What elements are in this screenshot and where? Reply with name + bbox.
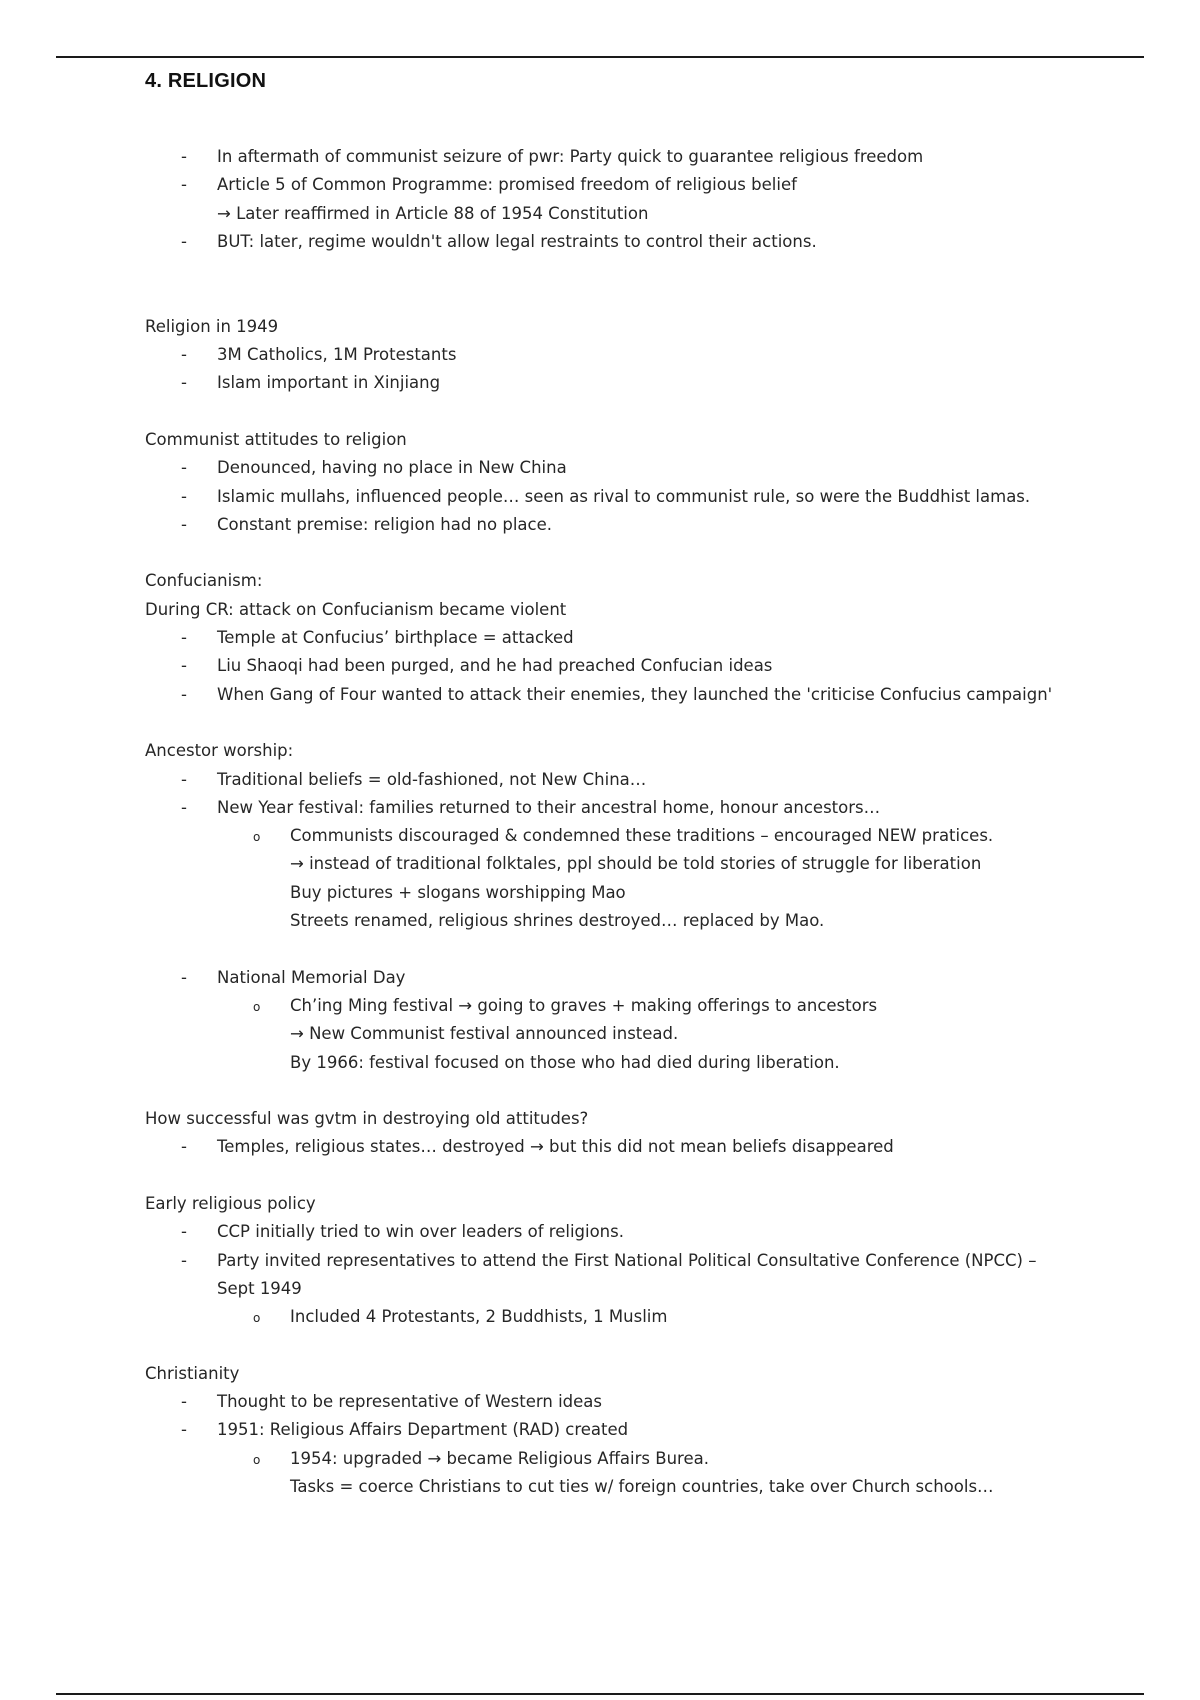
section-subheading: During CR: attack on Confucianism became violent [145, 599, 567, 619]
list-item: - Temples, religious states… destroyed → but this did not mean beliefs disappeared [145, 1133, 1145, 1161]
list-item: - Traditional beliefs = old-fashioned, not New China… [145, 766, 1145, 794]
bottom-rule [56, 1693, 1144, 1695]
document-body [145, 143, 1145, 1501]
sub-list-continuation: → instead of traditional folktales, ppl should be told stories of struggle for liberation [290, 854, 982, 874]
section-heading: Early religious policy [145, 1193, 316, 1213]
list-item: - Party invited representatives to attend the First National Political Consultative Conference (NPCC) – [145, 1247, 1145, 1275]
section-heading: Ancestor worship: [145, 741, 294, 761]
list-item: - Denounced, having no place in New China [145, 454, 1145, 482]
section-heading: How successful was gvtm in destroying old attitudes? [145, 1109, 589, 1129]
list-item: - CCP initially tried to win over leaders of religions. [145, 1218, 1145, 1246]
list-item: - Liu Shaoqi had been purged, and he had preached Confucian ideas [145, 652, 1145, 680]
sub-list-item: o Included 4 Protestants, 2 Buddhists, 1 Muslim [145, 1303, 1145, 1331]
list-item: - New Year festival: families returned to their ancestral home, honour ancestors… [145, 794, 1145, 822]
sub-list-continuation: By 1966: festival focused on those who had died during liberation. [290, 1052, 840, 1072]
list-item: - Islamic mullahs, influenced people… seen as rival to communist rule, so were the Buddhist lamas. [145, 483, 1145, 511]
sub-list-item: o 1954: upgraded → became Religious Affairs Burea. [145, 1445, 1145, 1473]
list-item: - National Memorial Day [145, 964, 1145, 992]
sub-list-continuation: → New Communist festival announced instead. [290, 1024, 679, 1044]
list-item: - Temple at Confucius’ birthplace = attacked [145, 624, 1145, 652]
list-item: - Constant premise: religion had no place. [145, 511, 1145, 539]
list-item: - Article 5 of Common Programme: promised freedom of religious belief [145, 171, 1145, 199]
list-item: - BUT: later, regime wouldn't allow legal restraints to control their actions. [145, 228, 1145, 256]
list-item: - When Gang of Four wanted to attack their enemies, they launched the 'criticise Confucius campaign' [145, 681, 1145, 709]
top-rule [56, 56, 1144, 58]
list-item: - Thought to be representative of Western ideas [145, 1388, 1145, 1416]
section-heading: Confucianism: [145, 571, 263, 591]
list-item-continuation: Sept 1949 [217, 1278, 302, 1298]
sub-list-item: o Ch’ing Ming festival → going to graves + making offerings to ancestors [145, 992, 1145, 1020]
section-heading: Christianity [145, 1363, 240, 1383]
list-item: - Islam important in Xinjiang [145, 369, 1145, 397]
section-heading: Communist attitudes to religion [145, 429, 407, 449]
sub-list-continuation: Tasks = coerce Christians to cut ties w/ foreign countries, take over Church schools… [290, 1476, 994, 1496]
list-item-continuation: → Later reaffirmed in Article 88 of 1954 Constitution [217, 203, 649, 223]
sub-list-continuation: Streets renamed, religious shrines destroyed… replaced by Mao. [290, 911, 825, 931]
list-item: - In aftermath of communist seizure of pwr: Party quick to guarantee religious freedom [145, 143, 1145, 171]
page-title: 4. RELIGION [145, 70, 267, 92]
sub-list-item: o Communists discouraged & condemned these traditions – encouraged NEW pratices. [145, 822, 1145, 850]
list-item: - 3M Catholics, 1M Protestants [145, 341, 1145, 369]
section-heading: Religion in 1949 [145, 316, 279, 336]
sub-list-continuation: Buy pictures + slogans worshipping Mao [290, 882, 626, 902]
list-item: - 1951: Religious Affairs Department (RAD) created [145, 1416, 1145, 1444]
